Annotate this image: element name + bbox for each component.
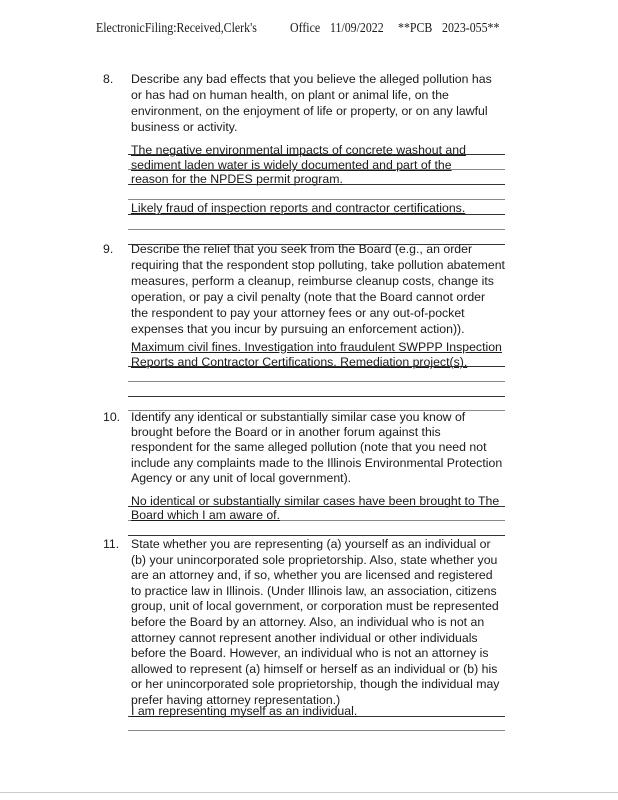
answer-rule bbox=[128, 535, 505, 536]
question-text-line: expenses that you incur by pursuing an enforcement action)). bbox=[131, 322, 465, 336]
question-text-line: include any complaints made to the Illinois Environmental Protection bbox=[131, 455, 503, 470]
answer-text-line: sediment laden water is widely documented and part of the bbox=[131, 158, 452, 172]
question-text-line: allowed to represent (a) himself or herself as an individual or (b) his bbox=[131, 661, 498, 676]
answer-rule bbox=[128, 396, 505, 397]
question-text-line: Identify any identical or substantially similar case you know of bbox=[131, 410, 466, 424]
question-text-line: to practice law in Illinois. (Under Illinois law, an association, citizens bbox=[131, 583, 497, 598]
answer-text-line: Reports and Contractor Certifications. Remediation project(s). bbox=[131, 355, 468, 369]
answer-rule bbox=[128, 381, 505, 382]
question-number: 8. bbox=[103, 72, 114, 86]
question-text-line: business or activity. bbox=[131, 120, 238, 134]
question-text-line: measures, perform a cleanup, reimburse cleanup costs, change its bbox=[131, 274, 494, 288]
answer-rule bbox=[128, 229, 505, 230]
question-text-line: (b) your unincorporated sole proprietorship. Also, state whether you bbox=[131, 552, 498, 567]
answer-text-line: Board which I am aware of. bbox=[131, 508, 280, 522]
question-text-line: or has had on human health, on plant or animal life, on the bbox=[131, 88, 449, 102]
answer-text-line: The negative environmental impacts of concrete washout and bbox=[131, 143, 466, 157]
question-text-line: environment, on the enjoyment of life or property, or on any lawful bbox=[131, 104, 488, 118]
filing-stamp-date: 11/09/2022 bbox=[330, 20, 384, 35]
question-text-line: group, unit of local government, or corporation must be represented bbox=[131, 599, 499, 614]
question-text-line: brought before the Board or in another forum against this bbox=[131, 425, 441, 440]
question-number: 10. bbox=[103, 410, 121, 424]
question-text-line: Describe the relief that you seek from the Board (e.g., an order bbox=[131, 242, 473, 256]
question-text-line: or her unincorporated sole proprietorship, though the individual may bbox=[131, 677, 500, 692]
answer-text-line: Likely fraud of inspection reports and contractor certifications. bbox=[131, 201, 466, 215]
question-text-line: respondent for the same alleged pollution (note that you need not bbox=[131, 440, 487, 455]
filing-stamp-case: 2023-055** bbox=[442, 20, 500, 35]
answer-text-line: I am representing myself as an individual. bbox=[131, 704, 358, 718]
answer-text-line: Maximum civil fines. Investigation into fraudulent SWPPP Inspection bbox=[131, 340, 502, 354]
question-text-line: attorney cannot represent another individual or other individuals bbox=[131, 630, 478, 645]
answer-text-line: reason for the NPDES permit program. bbox=[131, 172, 343, 186]
answer-text-line: No identical or substantially similar cases have been brought to The bbox=[131, 494, 500, 508]
answer-rule bbox=[128, 199, 505, 200]
question-text-line: State whether you are representing (a) yourself as an individual or bbox=[131, 537, 491, 551]
question-text-line: Describe any bad effects that you believe the alleged pollution has bbox=[131, 72, 492, 86]
question-text-line: operation, or pay a civil penalty (note that the Board cannot order bbox=[131, 290, 486, 304]
filing-stamp-left: ElectronicFiling:Received,Clerk's bbox=[96, 20, 257, 35]
question-text-line: the respondent to pay your attorney fees or any out-of-pocket bbox=[131, 306, 465, 320]
question-text-line: before the Board by an attorney. Also, an individual who is not an bbox=[131, 615, 485, 629]
filing-stamp-office: Office bbox=[290, 20, 321, 35]
question-text-line: prefer having attorney representation.) bbox=[131, 693, 341, 707]
question-number: 11. bbox=[103, 537, 120, 551]
question-text-line: requiring that the respondent stop polluting, take pollution abatement bbox=[131, 258, 505, 272]
question-text-line: before the Board. However, an individual who is not an attorney is bbox=[131, 646, 489, 661]
question-text-line: Agency or any unit of local government). bbox=[131, 470, 352, 485]
filing-stamp-pcb: **PCB bbox=[398, 20, 433, 35]
page-edge bbox=[0, 792, 618, 793]
answer-rule bbox=[128, 730, 505, 731]
question-text-line: are an attorney and, if so, whether you are licensed and registered bbox=[131, 568, 493, 583]
question-number: 9. bbox=[103, 242, 114, 256]
